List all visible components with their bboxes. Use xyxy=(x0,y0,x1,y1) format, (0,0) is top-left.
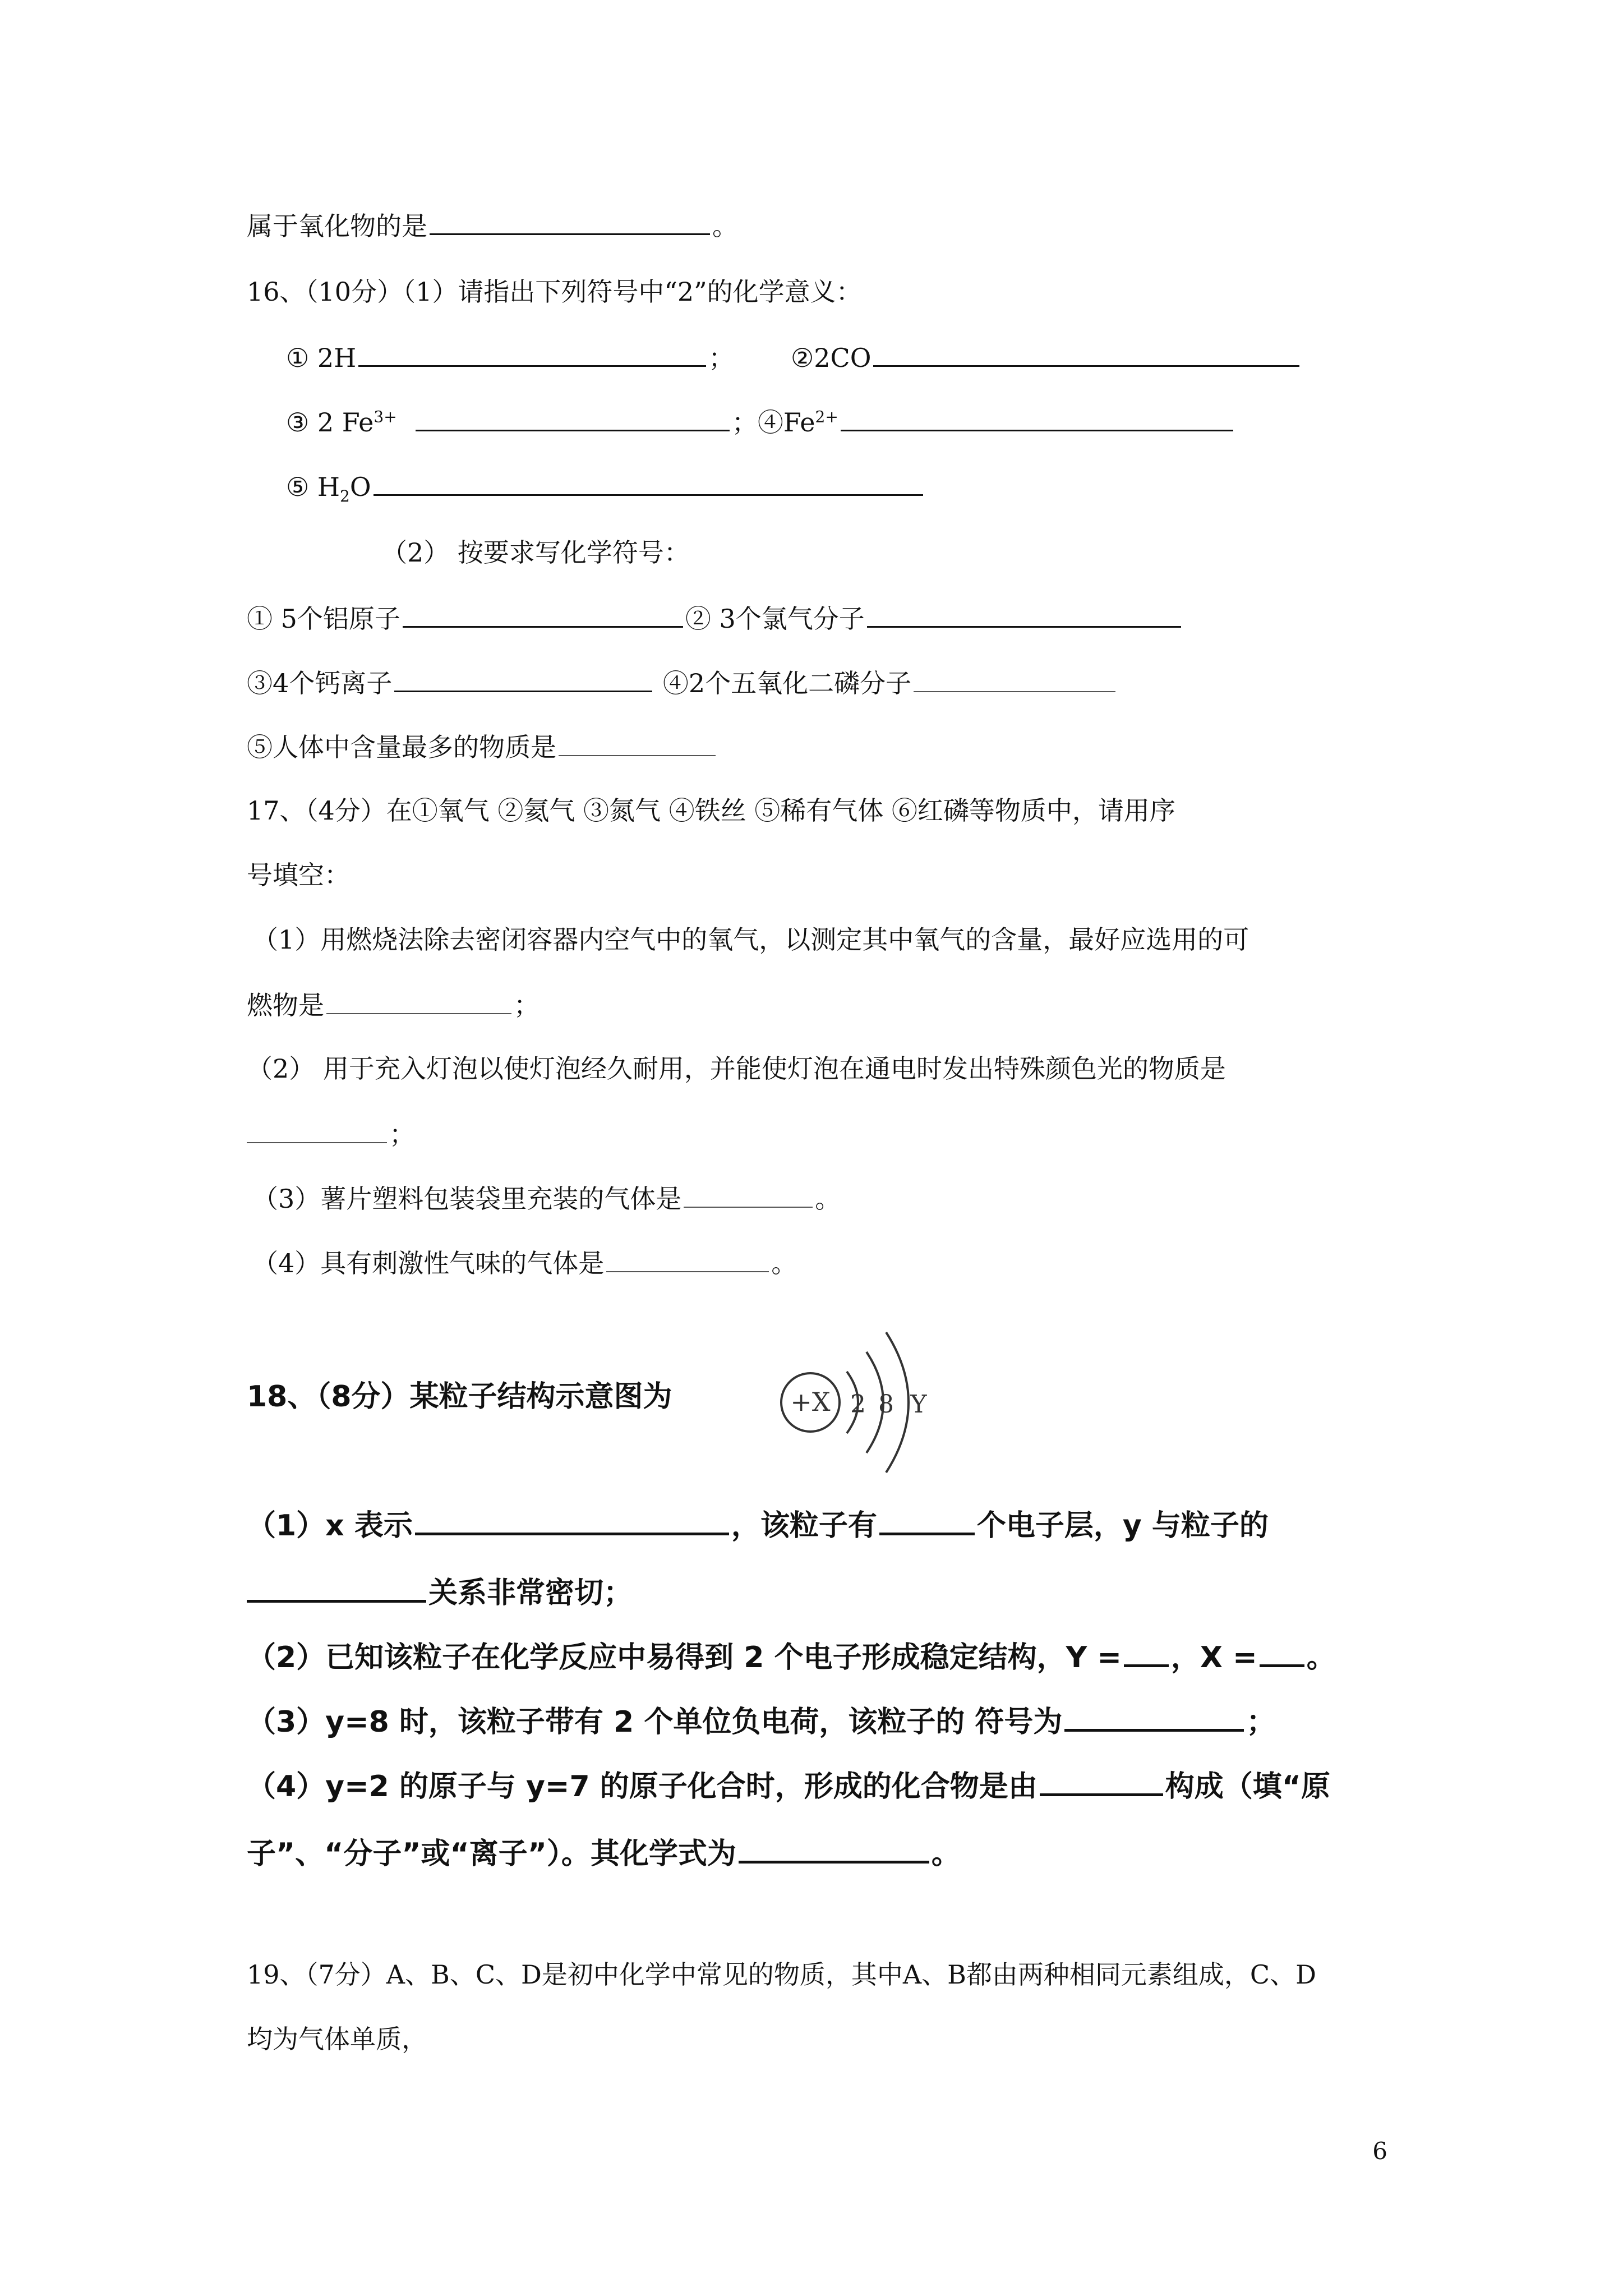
answer-blank[interactable] xyxy=(867,600,1181,628)
q16-part2-row1: ① 5个铝原子 ② 3个氯气分子 xyxy=(247,600,1183,636)
nucleus-label: +X xyxy=(790,1387,831,1417)
answer-blank[interactable] xyxy=(559,729,716,756)
shell-3-electrons: Y xyxy=(910,1390,927,1419)
q17-item-2a: （2） 用于充入灯泡以使灯泡经久耐用，并能使灯泡在通电时发出特殊颜色光的物质是 xyxy=(247,1053,1226,1084)
q17-title: 17、（4分）在①氧气 ②氦气 ③氮气 ④铁丝 ⑤稀有气体 ⑥红磷等物质中，请用序 xyxy=(247,795,1175,826)
answer-blank[interactable] xyxy=(739,1832,929,1864)
q16-item-2: ②2CO xyxy=(791,339,1302,375)
q18-title: 18、（8分）某粒子结构示意图为 xyxy=(247,1380,672,1414)
q16-item-1: ① 2H ； xyxy=(286,339,734,375)
q16-part2-row2: ③4个钙离子 ④2个五氧化二磷分子 xyxy=(247,665,1118,700)
q16-item-3: ③ 2 $Fe^{3+}$ ；$④Fe^{2+}$ xyxy=(286,404,1235,439)
q16-title: 16、（10分）（1）请指出下列符号中“2”的化学意义： xyxy=(247,277,862,307)
q16-part2-row3: ⑤人体中含量最多的物质是 xyxy=(247,729,718,764)
q19-line-1: 19、（7分）A、B、C、D是初中化学中常见的物质，其中A、B都由两种相同元素组成，C、D xyxy=(247,1959,1317,1990)
answer-blank[interactable] xyxy=(1064,1700,1244,1732)
answer-blank[interactable] xyxy=(841,404,1233,431)
answer-blank[interactable] xyxy=(684,1181,813,1208)
q17-item-4: （4）具有刺激性气味的气体是 。 xyxy=(252,1245,797,1280)
q17-item-1b: 燃物是 ； xyxy=(247,987,540,1022)
answer-blank[interactable] xyxy=(326,987,511,1014)
answer-blank[interactable] xyxy=(1124,1635,1169,1667)
answer-blank[interactable] xyxy=(1040,1764,1163,1796)
answer-blank[interactable] xyxy=(430,208,710,235)
answer-blank[interactable] xyxy=(358,339,706,367)
q18-item-2: （2）已知该粒子在化学反应中易得到 2 个电子形成稳定结构，Y = ，X = 。 xyxy=(247,1635,1336,1677)
q18-item-4: （4）y=2 的原子与 y=7 的原子化合时，形成的化合物是由 构成（填“原 xyxy=(247,1764,1330,1806)
particle-structure-diagram xyxy=(763,1318,965,1487)
q18-item-3: （3）y=8 时，该粒子带有 2 个单位负电荷，该粒子的 符号为 ； xyxy=(247,1700,1275,1742)
q17-item-1a: （1）用燃烧法除去密闭容器内空气中的氧气，以测定其中氧气的含量，最好应选用的可 xyxy=(252,924,1249,955)
answer-blank[interactable] xyxy=(1260,1635,1304,1667)
answer-blank[interactable] xyxy=(394,665,652,692)
q17-item-3: （3）薯片塑料包装袋里充装的气体是 。 xyxy=(252,1181,841,1216)
answer-blank[interactable] xyxy=(415,1503,729,1535)
answer-blank[interactable] xyxy=(873,339,1299,367)
q18-item-4-cont: 子”、“分子”或“离子”）。其化学式为 。 xyxy=(247,1832,961,1874)
q16-part2-title: （2） 按要求写化学符号： xyxy=(381,537,690,568)
shell-2-electrons: 8 xyxy=(878,1390,894,1419)
q17-title-cont: 号填空： xyxy=(247,860,350,890)
q17-item-2b: ； xyxy=(247,1116,415,1151)
answer-blank[interactable] xyxy=(403,600,683,628)
answer-blank[interactable] xyxy=(914,665,1115,692)
page-number: 6 xyxy=(1372,2137,1387,2165)
answer-blank[interactable] xyxy=(606,1245,769,1272)
answer-blank[interactable] xyxy=(247,1116,387,1143)
answer-blank[interactable] xyxy=(879,1503,975,1535)
q19-line-2: 均为气体单质， xyxy=(247,2024,427,2054)
q18-item-1-cont: 关系非常密切； xyxy=(247,1571,633,1613)
q16-item-5: ⑤ $H_2O$ xyxy=(286,468,925,504)
shell-1-electrons: 2 xyxy=(850,1390,866,1419)
answer-blank[interactable] xyxy=(247,1571,426,1603)
line-oxide: 属于氧化物的是 。 xyxy=(247,208,738,243)
answer-blank[interactable] xyxy=(374,468,923,496)
q18-item-1: （1）x 表示 ，该粒子有 个电子层，y 与粒子的 xyxy=(247,1503,1269,1545)
answer-blank[interactable] xyxy=(416,404,730,431)
